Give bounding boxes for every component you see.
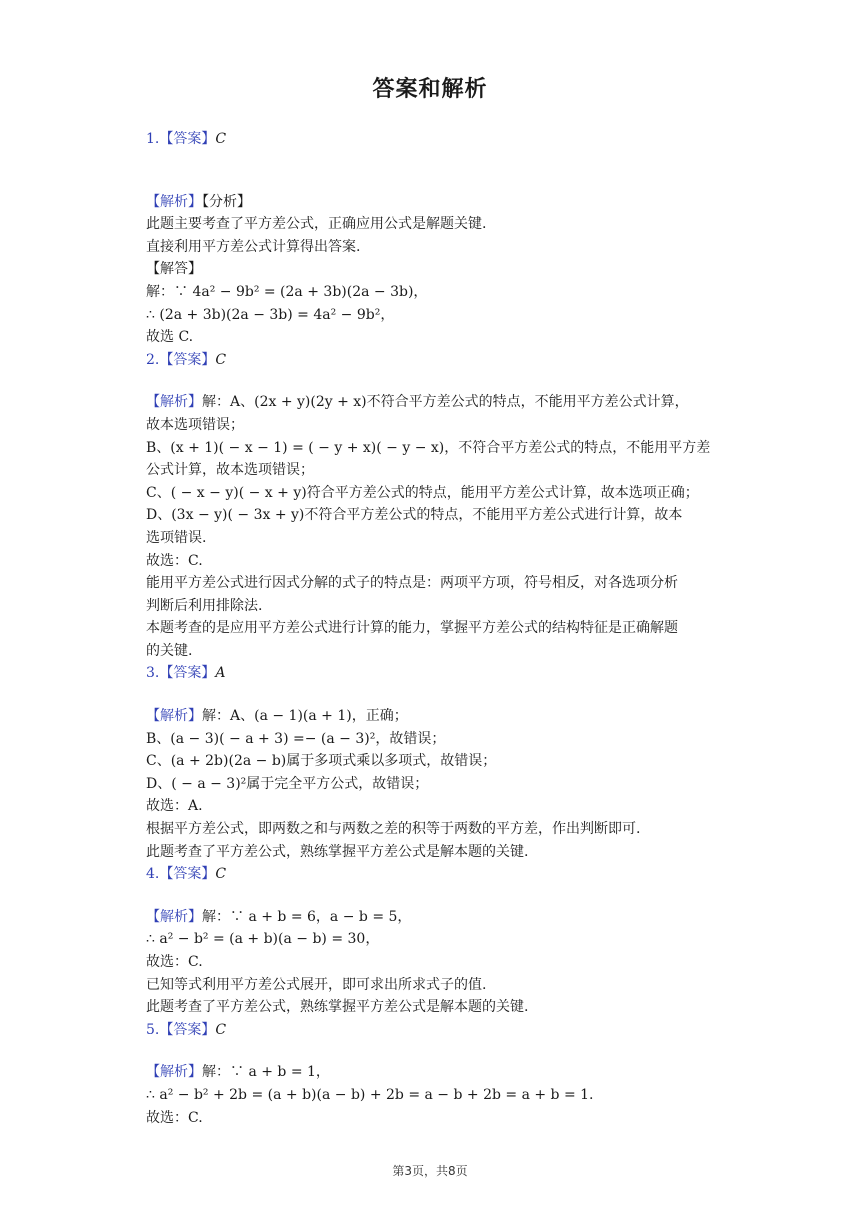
analysis-4-line: 已知等式利用平方差公式展开，即可求出所求式子的值.	[146, 976, 487, 993]
analysis-2-line: B、(x + 1)( − x − 1) = ( − y + x)( − y − x)，不符合平方差公式的特点，不能用平方差	[146, 439, 711, 456]
analysis-3-line: C、(a + 2b)(2a − b)属于多项式乘以多项式，故错误；	[146, 753, 497, 770]
analysis-5-line: ∴ a² − b² + 2b = (a + b)(a − b) + 2b = a − b + 2b = a + b = 1.	[146, 1086, 594, 1103]
answer-2	[146, 349, 720, 372]
answer-1-label: 1.【答案】	[146, 131, 216, 147]
analysis-3-line: D、( − a − 3)²属于完全平方公式，故错误；	[146, 775, 429, 792]
analysis-1-line: ∴ (2a + 3b)(2a − 3b) = 4a² − 9b²，	[146, 306, 395, 323]
analysis-4-line: 此题考查了平方差公式，熟练掌握平方差公式是解本题的关键.	[146, 999, 529, 1016]
analysis-5-line: 【解析】解：∵ a + b = 1，	[146, 1064, 330, 1081]
analysis-3-line: 【解析】解：A、(a − 1)(a + 1)，正确；	[146, 708, 408, 725]
answer-2-label: 2.【答案】	[146, 351, 216, 368]
answer-4	[146, 863, 720, 886]
analysis-3-line: 根据平方差公式，即两数之和与两数之差的积等于两数的平方差，作出判断即可.	[146, 821, 641, 838]
analysis-tag: 【解析】	[146, 1064, 202, 1081]
analysis-2-line: 公式计算，故本选项错误；	[146, 462, 314, 479]
analysis-3-line: 故选：A.	[146, 798, 203, 815]
analysis-1-line: 此题主要考查了平方差公式，正确应用公式是解题关键.	[146, 216, 487, 233]
answer-5	[146, 1019, 720, 1042]
analysis-2-line: 【解析】解：A、(2x + y)(2y + x)不符合平方差公式的特点，不能用平方差公式计算，	[146, 394, 689, 411]
answer-3-value: A	[215, 665, 226, 682]
analysis-2-line: 故选：C.	[146, 552, 203, 569]
analysis-2-line: 故本选项错误；	[146, 416, 244, 433]
analysis-2-line: 判断后利用排除法.	[146, 597, 263, 614]
answer-2-value: C	[215, 351, 227, 368]
answer-1	[146, 128, 720, 151]
answer-4-label: 4.【答案】	[146, 866, 216, 883]
analysis-tag: 【解析】	[146, 908, 202, 925]
answer-5-value: C	[215, 1021, 227, 1038]
analysis-2-line: 本题考查的是应用平方差公式进行计算的能力，掌握平方差公式的结构特征是正确解题	[146, 620, 678, 637]
analysis-2-line: C、( − x − y)( − x + y)符合平方差公式的特点，能用平方差公式计算，故本选项正确；	[146, 484, 699, 501]
page-footer: 第3页，共8页	[392, 1164, 468, 1178]
analysis-tag: 【解析】	[146, 394, 202, 411]
analysis-1-line: 解：∵ 4a² − 9b² = (2a + 3b)(2a − 3b)，	[146, 283, 428, 300]
answer-3-label: 3.【答案】	[146, 665, 216, 682]
page-title: 答案和解析	[372, 77, 488, 102]
analysis-2-line: 选项错误.	[146, 529, 207, 546]
answer-3	[146, 662, 720, 685]
analysis-4-line: 【解析】解：∵ a + b = 6，a − b = 5，	[146, 908, 412, 925]
analysis-2-line: 的关键.	[146, 642, 193, 659]
answer-1-value: C	[215, 131, 227, 147]
analysis-3-line: B、(a − 3)( − a + 3) =− (a − 3)²，故错误；	[146, 730, 446, 747]
answer-content	[146, 128, 720, 1129]
analysis-4-line: 故选：C.	[146, 954, 203, 970]
analysis-5-line: 故选：C.	[146, 1109, 203, 1126]
analysis-tag: 【解析】	[146, 708, 202, 725]
analysis-2-line: 能用平方差公式进行因式分解的式子的特点是：两项平方项，符号相反，对各选项分析	[146, 575, 678, 592]
answer-5-label: 5.【答案】	[146, 1021, 216, 1038]
analysis-3-line: 此题考查了平方差公式，熟练掌握平方差公式是解本题的关键.	[146, 843, 529, 860]
analysis-1-line: 直接利用平方差公式计算得出答案.	[146, 238, 361, 255]
analysis-2-line: D、(3x − y)( − 3x + y)不符合平方差公式的特点，不能用平方差公式进行计算，故本	[146, 507, 683, 524]
answer-4-value: C	[215, 866, 227, 883]
analysis-1-line: 【解析】【分析】	[146, 193, 251, 210]
analysis-1-line: 【解答】	[146, 261, 202, 278]
analysis-4-line: ∴ a² − b² = (a + b)(a − b) = 30，	[146, 931, 380, 948]
analysis-1-line: 故选 C.	[146, 329, 194, 346]
